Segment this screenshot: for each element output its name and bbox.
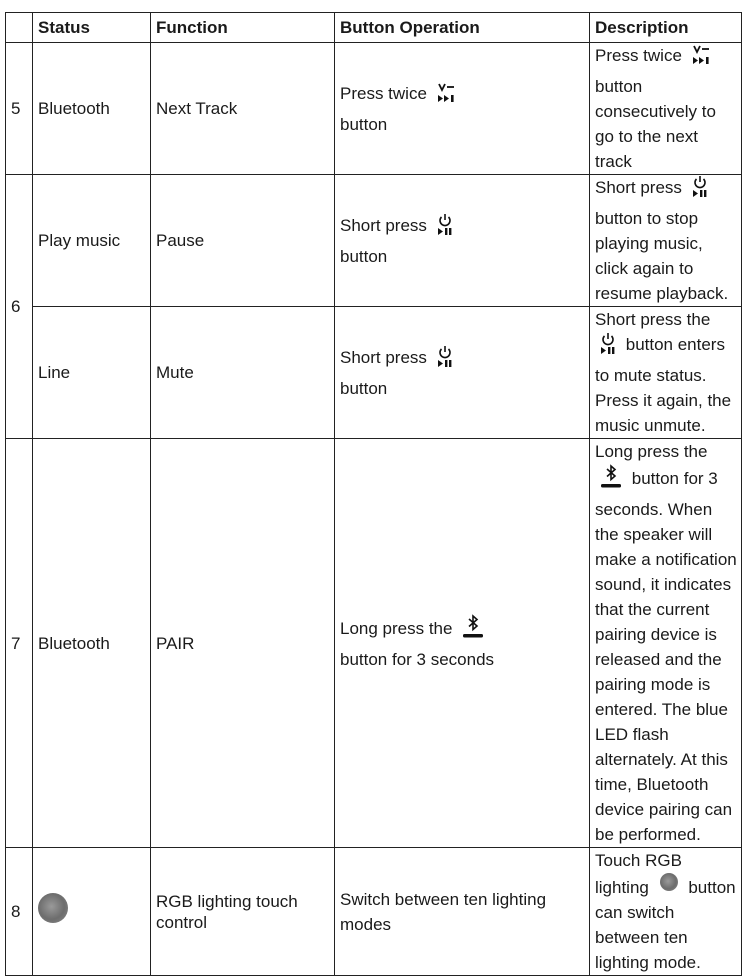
- operation-text-b: button for 3 seconds: [340, 650, 495, 669]
- description-text-b: button can switch between ten lighting mode.: [595, 878, 736, 972]
- operation-text-a: Long press the: [340, 619, 453, 638]
- operation-cell: [335, 307, 590, 439]
- header-row: [6, 13, 742, 43]
- function-cell: Mute: [151, 307, 335, 439]
- header-function: Function: [151, 13, 335, 43]
- description-text-b: button to stop playing music, click again to resume playback.: [595, 209, 729, 303]
- operation-text-b: button: [340, 378, 388, 398]
- description-text-a: Touch RGB lighting: [595, 851, 682, 897]
- operation-cell: Switch between ten lighting modes: [335, 848, 590, 976]
- row-number: 8: [6, 848, 33, 976]
- play-pause-icon: [436, 213, 454, 244]
- play-pause-icon: [599, 332, 617, 363]
- header-button-operation: Button Operation: [335, 13, 590, 43]
- function-cell: PAIR: [151, 439, 335, 848]
- table-row: [6, 307, 742, 439]
- description-cell: [590, 175, 742, 307]
- table-row: [6, 43, 742, 175]
- operation-text-b: button: [340, 114, 388, 134]
- bluetooth-icon: [461, 614, 485, 647]
- table-row: [6, 848, 742, 976]
- next-track-icon: [436, 83, 456, 112]
- operation-text-b: button: [340, 246, 388, 266]
- operation-cell: [335, 175, 590, 307]
- table-row: [6, 175, 742, 307]
- description-text-a: Short press: [595, 178, 682, 197]
- description-cell: [590, 848, 742, 976]
- table-row: [6, 439, 742, 848]
- row-number: 7: [6, 439, 33, 848]
- next-track-icon: [691, 45, 711, 74]
- operation-cell: [335, 439, 590, 848]
- operation-text-a: Short press: [340, 347, 427, 367]
- rgb-light-icon: [660, 873, 678, 891]
- function-cell: RGB lighting touch control: [151, 848, 335, 976]
- play-pause-icon: [436, 345, 454, 376]
- row-number: 5: [6, 43, 33, 175]
- description-text-a: Short press the: [595, 310, 711, 329]
- description-cell: [590, 439, 742, 848]
- status-cell: Bluetooth: [33, 439, 151, 848]
- bluetooth-icon: [599, 464, 623, 497]
- function-cell: Next Track: [151, 43, 335, 175]
- rgb-light-icon: [38, 893, 68, 923]
- operation-text-a: Short press: [340, 215, 427, 235]
- description-text-a: Long press the: [595, 442, 708, 461]
- header-num: [6, 13, 33, 43]
- status-cell: Play music: [33, 175, 151, 307]
- row-number: 6: [6, 175, 33, 439]
- header-description: Description: [590, 13, 742, 43]
- function-cell: Pause: [151, 175, 335, 307]
- operation-text-a: Press twice: [340, 83, 427, 103]
- description-text-b: button for 3 seconds. When the speaker will make a notification sound, it indicates that the current pairing device is released and the pairing mode is entered. The blue LED flash alternately. At this time, Bluetooth device pairing can be performed.: [595, 469, 737, 844]
- description-cell: [590, 307, 742, 439]
- function-table: [5, 12, 742, 976]
- description-cell: [590, 43, 742, 175]
- description-text-b: button enters to mute status. Press it again, the music unmute.: [595, 335, 732, 435]
- description-text-b: button consecutively to go to the next track: [595, 77, 716, 171]
- status-cell: Line: [33, 307, 151, 439]
- operation-cell: [335, 43, 590, 175]
- status-cell: Bluetooth: [33, 43, 151, 175]
- status-cell: [33, 848, 151, 976]
- play-pause-icon: [691, 175, 709, 206]
- description-text-a: Press twice: [595, 46, 682, 65]
- header-status: Status: [33, 13, 151, 43]
